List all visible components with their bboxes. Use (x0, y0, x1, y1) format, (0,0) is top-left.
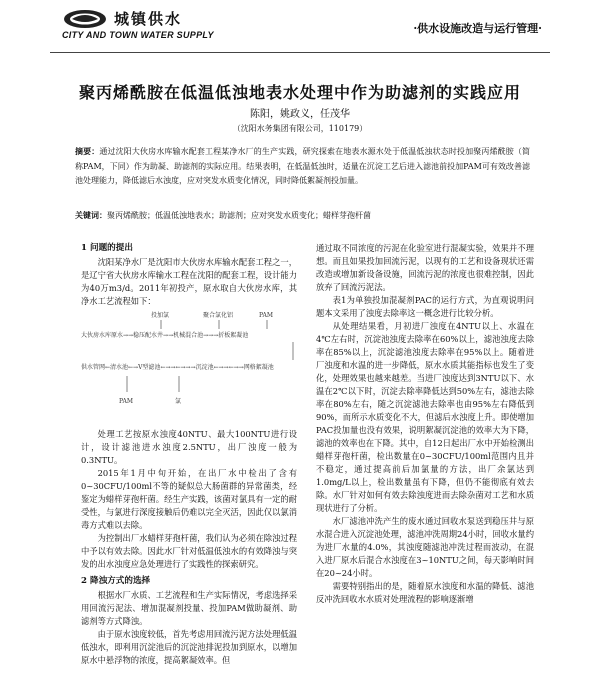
section-2-paragraph-2: 由于原水浊度较低，首先考虑用回流污泥方法处理低温低浊水，即利用沉淀池后的沉淀池排泥投加到原水，以增加原水中悬浮物的浓度，提高絮凝效率。但 (81, 629, 297, 665)
process-flow-diagram (81, 310, 297, 424)
right-paragraph-4: 水厂滤池冲洗产生的废水通过回收水泵送到稳压井与原水混合进入沉淀池处理，滤池冲洗周期24小时，回收水量约为进厂水量的4.0%，其浊度随滤池冲洗过程而波动，在混入进厂原水后混合水浊度在3~10NTU之间，每天影响时间在20~24小时。 (316, 516, 534, 578)
keywords (75, 208, 530, 223)
flow-row-2: 大伙房水库原水→→稳压配水井→→机械混合池→→→折板絮凝池 (81, 332, 249, 339)
right-paragraph-1: 通过取不同浓度的污泥在化验室进行混凝实验，效果并不理想。而且如果投加回流污泥，以现有的工艺和设备现状还需改造或增加新设备设施，回流污泥的浓度也很难控制，因此放弃了回流污泥法。 (316, 243, 534, 292)
section-1-paragraph-4: 为控制出厂水蜡样芽孢杆菌，我们认为必须在除浊过程中予以有效去除。因此水厂针对低温低浊水的有效降浊与突发的出水浊度应急处理进行了实践性的探索研究。 (81, 533, 297, 569)
journal-name-en: CITY AND TOWN WATER SUPPLY (62, 30, 214, 40)
right-paragraph-3: 从处理结果看，月初进厂浊度在4NTU以上、水温在4℃左右时，沉淀池浊度去除率在60%以上，滤池浊度去除率在85%以上，沉淀滤池浊度去除率在95%以上。随着进厂浊度和水温的进一步降低，原水水质其能指标也发生了变化，处理效果也越来越差。当进厂浊度达到3NTU以下、水温在2℃以下时，沉淀去除率降低达到50%左右，滤池去除率在80%左右，随之沉淀滤池去除率也由95%左右降低到90%，而所示水质变化不大，但滤后水浊度上升。即使增加PAC投加量也没有效果，说明絮凝沉淀池的效率大为下降，滤池的效率也在下降。其中，自12日起出厂水中开始检测出蜡样芽孢杆菌，检出数量在0~30CFU/100ml范围内且并不稳定，通过提高前后加氯量的方法，出厂余氯达到1.0mg/L以上，检出数量虽有下降，但仍不能彻底有效去除。水厂针对如何有效去除浊度进而去除杂菌对工艺和水质现状进行了分析。 (316, 321, 534, 513)
abstract-label: 摘要： (75, 146, 100, 156)
section-1-paragraph-2: 处理工艺按原水浊度40NTU、最大100NTU进行设计，设计滤池进水浊度2.5NTU，出厂浊度一般为0.3NTU。 (81, 429, 297, 465)
section-2-paragraph-1: 根据水厂水质、工艺流程和生产实际情况，考虑选择采用回流污泥法、增加混凝剂投量、投加PAM做助凝剂、助滤剂等方式降浊。 (81, 590, 297, 626)
keywords-text: 聚丙烯酰胺；低温低浊地表水；助滤剂；应对突发水质变化；蜡样芽孢杆菌 (107, 211, 371, 220)
flow-label-chlorine: 投加氯 (151, 312, 170, 319)
flow-label-chlorine-bottom: 氯 (175, 398, 182, 405)
logo-emblem-icon (62, 8, 108, 30)
right-paragraph-2: 表1为单独投加混凝剂PAC的运行方式，为直观说明问题本文采用了浊度去除率这一概念进行比较分析。 (316, 295, 534, 318)
flow-connector (81, 342, 297, 362)
keywords-label: 关键词： (75, 210, 107, 220)
article-title: 聚丙烯酰胺在低温低浊地表水处理中作为助滤剂的实践应用 (78, 83, 521, 102)
section-1-heading: 1 问题的提出 (81, 243, 133, 253)
flow-arrows-bottom (81, 374, 297, 396)
section-1-paragraph-3: 2015年1月中旬开始，在出厂水中检出了含有0~30CFU/100ml不等的疑似总大肠菌群的异常菌类，经鉴定为蜡样芽孢杆菌。经生产实践，该菌对氯具有一定的耐受性，与氯进行深度接触后仍难以完全灭活，因此仅以氯消毒方式难以去除。 (81, 468, 297, 530)
journal-logo (62, 6, 252, 46)
abstract-text: 通过沈阳大伙房水库输水配套工程某净水厂的生产实践，研究探索在地表水源水处于低温低浊状态时投加聚丙烯酰胺（简称PAM，下同）作为助凝、助滤剂的实际应用。结果表明，在低温低浊时，适量在沉淀工艺后进入滤池前投加PAM可有效改善滤池处理能力，降低滤后水浊度，应对突发水质变化情况，同时降低絮凝剂投加量。 (75, 147, 531, 185)
left-column (81, 238, 297, 667)
flow-arrows-top (81, 320, 297, 330)
right-paragraph-5: 需要特别指出的是，随着原水浊度和水温的降低、滤池反冲洗回收水水质对处理流程的影响逐渐增 (316, 581, 534, 604)
article-authors: 陈阳，姚政义，任茂华 (250, 109, 350, 120)
journal-header (0, 0, 600, 60)
column-label: ·供水设施改造与运行管理· (413, 22, 542, 35)
flow-label-pam: PAM (259, 312, 273, 319)
journal-name-cn: 城镇供水 (114, 10, 183, 28)
section-2-heading: 2 降浊方式的选择 (81, 576, 151, 586)
flow-row-3: 供水管网←清水池←→V型滤池←→→←→→→沉淀池←→→←→→网格絮凝池 (81, 364, 274, 371)
section-1-paragraph-1: 沈阳某净水厂是沈阳市大伙房水库输水配套工程之一，是辽宁省大伙房水库输水工程在沈阳的配套工程，设计能力为40万m3/d。2011年初投产，原水取自大伙房水库，其净水工艺流程如下： (81, 257, 297, 306)
article-affiliation: （沈阳水务集团有限公司，110179） (232, 124, 368, 133)
flow-label-pam-bottom: PAM (119, 398, 133, 405)
right-column (316, 242, 534, 606)
flow-label-pac: 聚合氯化铝 (203, 312, 234, 319)
header-divider (50, 52, 550, 53)
abstract (75, 144, 530, 189)
